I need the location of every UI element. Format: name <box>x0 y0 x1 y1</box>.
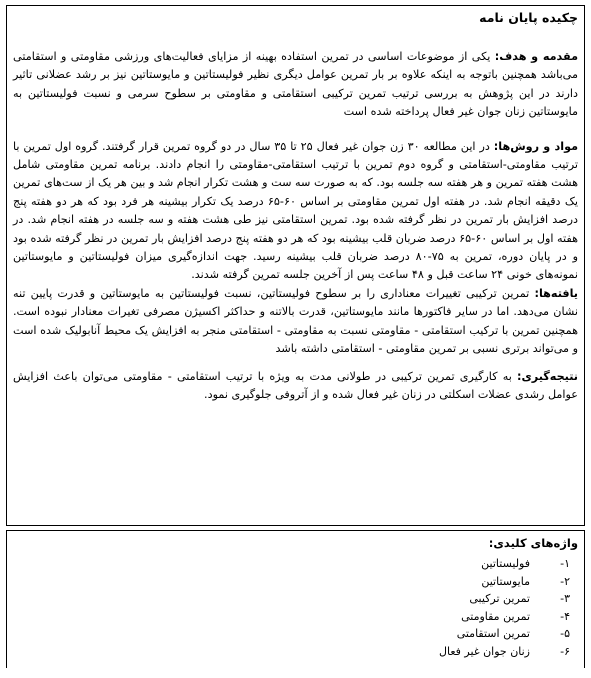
thesis-abstract-page <box>6 5 585 668</box>
keywords-list <box>13 555 578 661</box>
keyword-number: ۵- <box>560 627 570 641</box>
keyword-item <box>13 573 570 591</box>
keyword-number: ۱- <box>560 557 570 570</box>
keyword-text: مایوستاتین <box>481 574 530 588</box>
methods-label: مواد و روش‌ها: <box>493 139 579 153</box>
keyword-item <box>13 555 570 573</box>
keywords-box <box>6 530 585 668</box>
keyword-text: فولیستاتین <box>481 557 530 570</box>
findings-label: یافته‌ها: <box>534 286 578 300</box>
methods-paragraph <box>13 138 578 285</box>
findings-text: تمرین ترکیبی تغییرات معناداری را بر سطوح فولیستاتین، نسبت فولیستاتین به مایوستاتین و قدرت پایین تنه نشان می‌دهد. اما در سایر فاکتورها مانند مایوستاتین، قدرت بالاتنه و حداکثر اکسیژن مصرفی تغیرات معنادار نبوده است. همچنین تمرین با ترکیب استقامتی - مقاومتی نسبت به مقاومتی - استقامتی منجر به افزایش یک محیط آنابولیک شده است و می‌تواند برتری نسبی بر تمرین مقاومتی - استقامتی داشته باشد <box>13 286 578 356</box>
intro-paragraph <box>13 48 578 122</box>
intro-label: مقدمه و هدف: <box>494 50 578 63</box>
keyword-text: تمرین استقامتی <box>456 627 530 641</box>
keyword-number: ۶- <box>560 644 570 658</box>
intro-text: یکی از موضوعات اساسی در تمرین استفاده بهینه از مزایای فعالیت‌های ورزشی مقاومتی و استقامتی می‌باشد همچنین باتوجه به اینکه علاوه بر بار تمرین عوامل دیگری نظیر فولیستاتین و مایوستاتین نیز بر رشد عضلانی تاثیر دارند در این پژوهش به بررسی ترتیب تمرین ترکیبی استقامتی و مقاومتی بر سطوح سرمی و نسبت فولیستاتین به مایوستاتین زنان جوان غیر فعال پرداخته شده است <box>13 50 578 119</box>
keyword-number: ۲- <box>560 574 570 588</box>
keywords-title: واژه‌های کلیدی: <box>488 536 578 550</box>
keyword-item <box>13 625 570 643</box>
conclusion-paragraph <box>13 368 578 405</box>
keyword-item <box>13 590 570 608</box>
abstract-box <box>6 5 585 526</box>
keyword-text: تمرین ترکیبی <box>469 592 530 606</box>
keyword-item <box>13 608 570 626</box>
keyword-number: ۴- <box>560 609 570 623</box>
methods-text: در این مطالعه ۳۰ زن جوان غیر فعال ۲۵ تا ۳۵ سال در دو گروه تمرین قرار گرفتند. گروه اول تمرین با ترتیب مقاومتی-استقامتی و گروه دوم تمرین با ترتیب استقامتی-مقاومتی را انجام دادند. برنامه تمرین مقاومتی شامل هشت هفته تمرین و هر هفته سه جلسه بود. که به صورت سه ست و هشت تکرار انجام شد و بین هر یک از ست‌های تمرین یک دقیقه انجام شد. در هفته اول تمرین مقاومتی بر اساس ۶۰-۶۵ درصد یک تکرار بیشینه هر فرد بود که هر دو هفته پنج درصد افزایش بار تمرین در نظر گرفته شده بود. تمرین استقامتی نیز طی هشت هفته و سه جلسه در هفته انجام شد. در هفته اول بر اساس ۶۰-۶۵ درصد ضربان قلب بیشینه بود که هر دو هفته پنج درصد افزایش بار تمرین در نظر گرفته شده بود و در پایان دوره، تمرین به ۷۵-۸۰ درصد ضربان قلب بیشینه رسید. جهت اندازه‌گیری میزان فولیستاتین و مایوستاتین نمونه‌های خونی ۲۴ ساعت قبل و ۴۸ ساعت پس از آخرین جلسه تمرین گرفته شدند. <box>13 139 578 282</box>
keyword-item <box>13 643 570 661</box>
keyword-number: ۳- <box>560 592 570 606</box>
keyword-text: تمرین مقاومتی <box>461 609 530 623</box>
conclusion-text: به کارگیری تمرین ترکیبی در طولانی مدت به ویژه با ترتیب استقامتی - مقاومتی می‌توان باعث افزایش عوامل رشدی عضلات اسکلتی در زنان غیر فعال شده و از آتروفی جلوگیری نمود. <box>13 369 578 401</box>
keyword-text: زنان جوان غیر فعال <box>439 644 530 658</box>
abstract-title: چکیده پایان نامه <box>479 10 578 25</box>
conclusion-label: نتیجه‌گیری: <box>517 369 578 383</box>
findings-paragraph <box>13 285 578 359</box>
